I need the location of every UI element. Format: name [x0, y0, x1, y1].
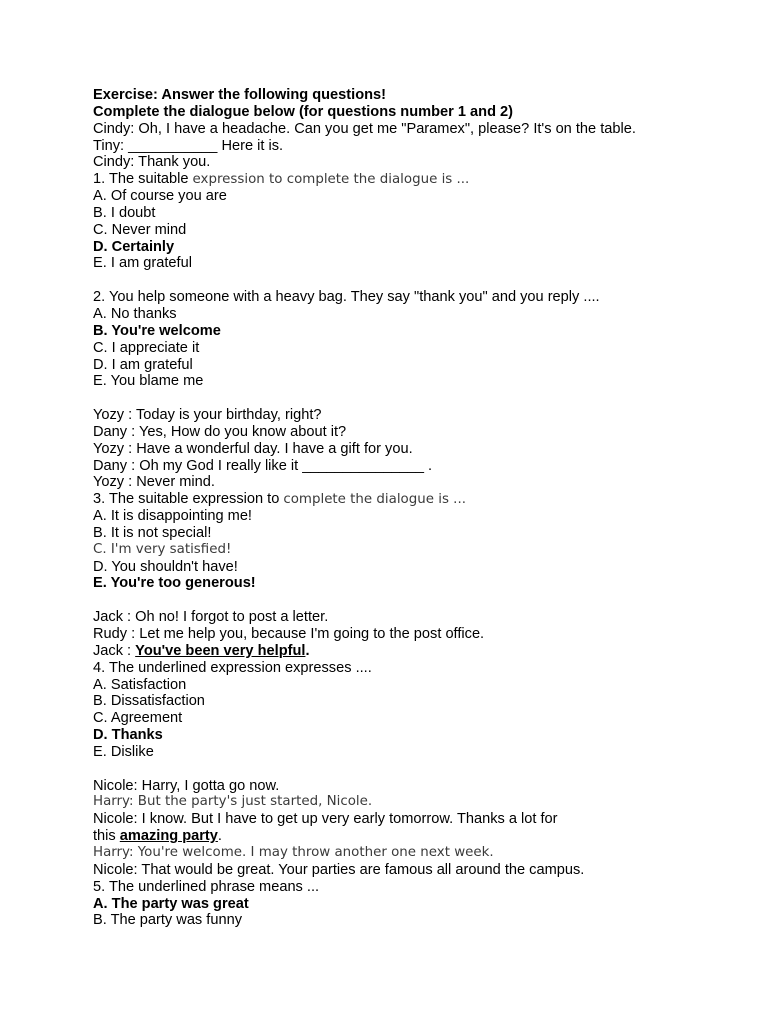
q3-option-e: E. You're too generous!	[93, 575, 256, 592]
q2-option-e: E. You blame me	[93, 373, 204, 390]
dialogue-line: Yozy : Have a wonderful day. I have a gift for you.	[93, 440, 413, 457]
stem-part: expression to complete the dialogue is ...	[192, 172, 470, 188]
underlined-phrase: amazing party	[119, 828, 218, 845]
question-3-stem	[93, 491, 733, 508]
q2-option-a: A. No thanks	[93, 305, 177, 322]
dialogue-line: Nicole: Harry, I gotta go now.	[93, 777, 280, 794]
dialogue-line: Tiny: ___________ Here it is.	[93, 137, 284, 154]
dialogue-line: Cindy: Oh, I have a headache. Can you get me "Paramex", please? It's on the table.	[93, 120, 636, 137]
blank-line	[93, 272, 733, 289]
instruction-heading: Complete the dialogue below (for questions number 1 and 2)	[93, 103, 514, 120]
q1-option-a: A. Of course you are	[93, 188, 227, 205]
q1-option-e: E. I am grateful	[93, 255, 192, 272]
q2-option-b: B. You're welcome	[93, 322, 221, 339]
blank-line	[93, 592, 733, 609]
q4-option-d: D. Thanks	[93, 727, 163, 744]
stem-part: 3. The suitable expression to	[93, 491, 284, 508]
stem-part: complete the dialogue is ...	[283, 492, 466, 508]
dialogue-line: Dany : Oh my God I really like it _______________ .	[93, 457, 433, 474]
line-suffix: .	[217, 828, 222, 845]
dialogue-line: Harry: But the party's just started, Nicole.	[93, 794, 373, 810]
dialogue-line: Cindy: Thank you.	[93, 154, 211, 171]
q3-option-a: A. It is disappointing me!	[93, 508, 252, 525]
dialogue-line	[93, 643, 733, 660]
q4-option-c: C. Agreement	[93, 710, 183, 727]
question-4-stem: 4. The underlined expression expresses ....	[93, 659, 372, 676]
underlined-expression: You've been very helpful	[135, 642, 306, 659]
dialogue-line: Yozy : Today is your birthday, right?	[93, 407, 322, 424]
blank-line	[93, 761, 733, 778]
dialogue-line: Rudy : Let me help you, because I'm going to the post office.	[93, 626, 485, 642]
exercise-heading: Exercise: Answer the following questions!	[93, 87, 387, 103]
q4-option-e: E. Dislike	[93, 743, 154, 760]
q3-option-d: D. You shouldn't have!	[93, 558, 238, 575]
q5-option-a: A. The party was great	[93, 895, 249, 912]
question-1-stem	[93, 171, 733, 188]
dialogue-line: Yozy : Never mind.	[93, 474, 215, 491]
question-2-stem: 2. You help someone with a heavy bag. They say "thank you" and you reply ....	[93, 289, 600, 306]
exercise-document	[93, 87, 733, 929]
stem-part: 1. The suitable	[93, 171, 193, 188]
dialogue-line: Harry: You're welcome. I may throw another one next week.	[93, 844, 494, 860]
speaker-prefix: Jack :	[93, 642, 136, 659]
dialogue-line: Nicole: That would be great. Your parties are famous all around the campus.	[93, 861, 585, 878]
line-prefix: this	[93, 828, 120, 845]
blank-line	[93, 390, 733, 407]
dialogue-line: Nicole: I know. But I have to get up very early tomorrow. Thanks a lot for	[93, 811, 558, 828]
q4-option-a: A. Satisfaction	[93, 676, 187, 693]
q1-option-d: D. Certainly	[93, 238, 175, 255]
q1-option-c: C. Never mind	[93, 221, 187, 238]
q3-option-b: B. It is not special!	[93, 524, 212, 541]
question-5-stem: 5. The underlined phrase means ...	[93, 878, 320, 895]
dialogue-line: Dany : Yes, How do you know about it?	[93, 423, 347, 440]
q2-option-d: D. I am grateful	[93, 356, 193, 373]
q3-option-c: C. I'm very satisfied!	[93, 541, 232, 557]
q5-option-b: B. The party was funny	[93, 912, 242, 929]
q1-option-b: B. I doubt	[93, 204, 156, 221]
dialogue-line: Jack : Oh no! I forgot to post a letter.	[93, 609, 329, 626]
line-suffix: .	[305, 642, 310, 659]
q2-option-c: C. I appreciate it	[93, 339, 200, 356]
dialogue-line	[93, 828, 733, 845]
q4-option-b: B. Dissatisfaction	[93, 693, 205, 710]
